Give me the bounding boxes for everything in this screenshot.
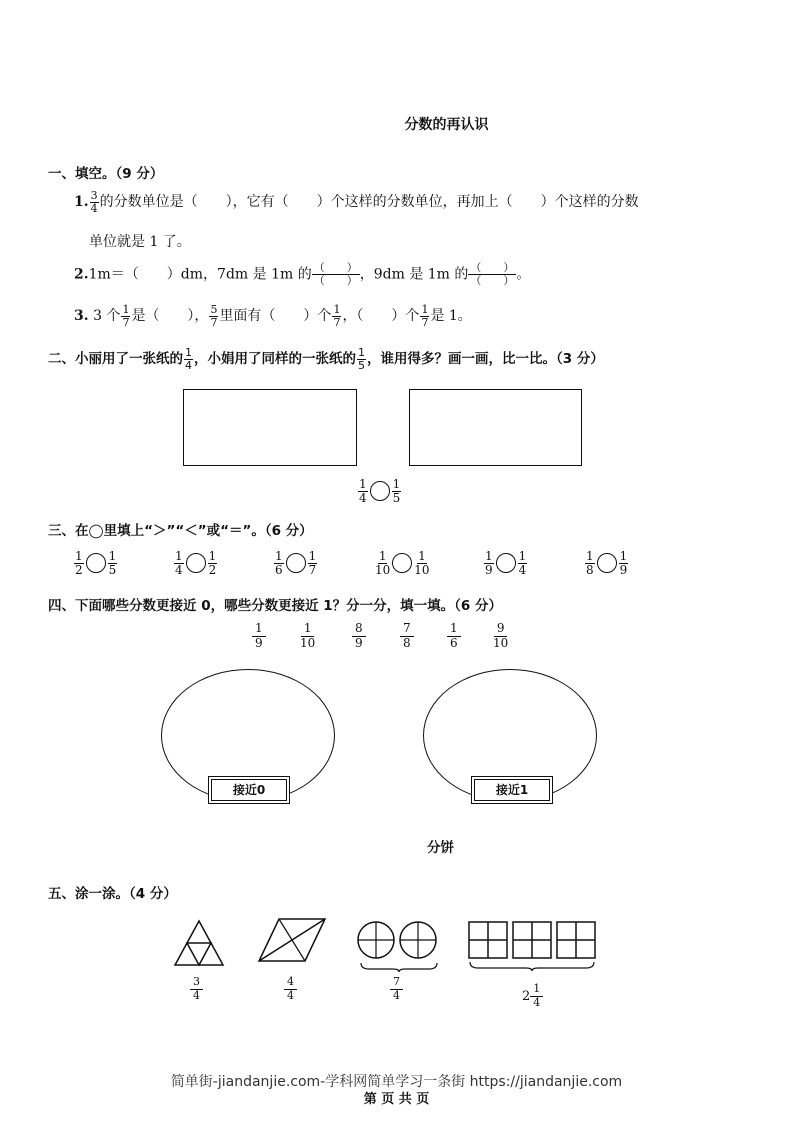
fraction-1-7: $\frac{1}{7}$ bbox=[333, 303, 341, 329]
compare-circle[interactable] bbox=[392, 553, 412, 573]
parallelogram-shape[interactable] bbox=[257, 917, 327, 963]
question-number: 3. bbox=[74, 308, 89, 325]
brace-icon bbox=[359, 961, 439, 973]
left-fraction: $\frac{1}{6}$ bbox=[275, 549, 283, 577]
fraction-item[interactable]: 9 10 bbox=[493, 621, 509, 650]
brace-icon bbox=[468, 960, 596, 972]
left-fraction: $\frac{1}{4}$ bbox=[175, 549, 183, 577]
page-title: 分数的再认识 bbox=[404, 117, 489, 133]
question-1-2: 2.1m＝（ ）dm，7dm 是 1m 的 （ ） （ ） ，9dm 是 1m 的 （ ） （ ） 。 bbox=[74, 261, 531, 288]
compare-circle[interactable] bbox=[286, 553, 306, 573]
right-fraction: $\frac{1}{7}$ bbox=[308, 549, 317, 577]
compare-item bbox=[273, 550, 318, 576]
question-number: 1. bbox=[74, 194, 89, 211]
compare-circle[interactable] bbox=[597, 553, 617, 573]
section-2-heading: 二、小丽用了一张纸的 $\frac{1}{4}$ ，小娟用了同样的一张纸的 $\frac{1}{5}$ ，谁用得多？画一画，比一比。（3 分） bbox=[48, 346, 604, 372]
compare-circle[interactable] bbox=[186, 553, 206, 573]
drawing-rectangle-right[interactable] bbox=[409, 389, 582, 466]
compare-1-4-1-5 bbox=[357, 478, 402, 504]
left-fraction: $\frac{1}{8}$ bbox=[586, 549, 594, 577]
fraction-item[interactable]: 1 10 bbox=[300, 621, 316, 650]
fraction-1-4: $\frac{1}{4}$ bbox=[359, 477, 367, 505]
compare-item bbox=[374, 550, 431, 576]
fraction-1-5: $\frac{1}{5}$ bbox=[392, 477, 401, 505]
compare-item bbox=[173, 550, 218, 576]
section-1-heading: 一、填空。（9 分） bbox=[48, 166, 164, 182]
question-1-1 bbox=[74, 190, 639, 214]
section-3-heading: 三、在◯里填上“＞”“＜”或“＝”。（6 分） bbox=[48, 523, 313, 539]
fraction-item[interactable]: 1 9 bbox=[252, 622, 266, 651]
fraction-item[interactable]: 8 9 bbox=[352, 622, 366, 651]
question-text: 的分数单位是（ ），它有（ ）个这样的分数单位，再加上（ ）个这样的分数 bbox=[99, 194, 639, 211]
compare-circle[interactable] bbox=[496, 553, 516, 573]
section-5-heading: 五、涂一涂。（4 分） bbox=[48, 886, 177, 902]
compare-item bbox=[483, 550, 528, 576]
right-fraction: $\frac{1}{2}$ bbox=[208, 549, 217, 577]
fraction-item[interactable]: 7 8 bbox=[400, 622, 414, 651]
label-fraction-3-4: 3 4 bbox=[190, 976, 203, 1002]
fraction-1-7: $\frac{1}{7}$ bbox=[421, 303, 429, 329]
left-fraction: $\frac{1}{2}$ bbox=[75, 549, 83, 577]
label-fraction-4-4: 4 4 bbox=[284, 976, 297, 1002]
fraction-item[interactable]: 1 6 bbox=[447, 622, 461, 651]
blank-fraction[interactable]: （ ） （ ） bbox=[313, 261, 358, 288]
blank-fraction[interactable]: （ ） （ ） bbox=[470, 261, 515, 288]
question-1-3: 3. 3 个 $\frac{1}{7}$ 是（ ）， $\frac{5}{7}$ 里面有（ ）个 $\frac{1}{7}$ ，（ ）个 $\frac{1}{7}$ 是 1。 bbox=[74, 303, 472, 329]
label-fraction-7-4: 7 4 bbox=[390, 976, 403, 1002]
two-circles-shape[interactable] bbox=[356, 920, 440, 964]
label-near-1: 接近1 bbox=[471, 776, 553, 804]
compare-circle[interactable] bbox=[370, 481, 390, 501]
pie-label: 分饼 bbox=[427, 840, 454, 856]
left-fraction: $\frac{1}{10}$ bbox=[375, 549, 391, 577]
question-1-1-cont: 单位就是 1 了。 bbox=[89, 234, 191, 250]
triangle-shape[interactable] bbox=[173, 919, 225, 967]
compare-item bbox=[73, 550, 118, 576]
left-fraction: $\frac{1}{9}$ bbox=[485, 549, 493, 577]
right-fraction: $\frac{1}{10}$ bbox=[414, 549, 430, 577]
three-squares-shape[interactable] bbox=[467, 920, 597, 962]
fraction-5-7: $\frac{5}{7}$ bbox=[210, 303, 218, 329]
fraction-1-4: $\frac{1}{4}$ bbox=[185, 346, 192, 372]
fraction-1-5: $\frac{1}{5}$ bbox=[358, 346, 365, 372]
footer-text: 简单街-jiandanjie.com-学科网简单学习一条街 https://jiandanjie.com bbox=[170, 1074, 623, 1090]
section-4-heading: 四、下面哪些分数更接近 0，哪些分数更接近 1？分一分，填一填。（6 分） bbox=[48, 598, 503, 614]
drawing-rectangle-left[interactable] bbox=[183, 389, 357, 466]
fraction-3-4: $\frac{3}{4}$ bbox=[90, 189, 98, 215]
right-fraction: $\frac{1}{4}$ bbox=[518, 549, 527, 577]
fraction-1-7: $\frac{1}{7}$ bbox=[122, 303, 130, 329]
right-fraction: $\frac{1}{9}$ bbox=[619, 549, 628, 577]
label-near-0: 接近0 bbox=[208, 776, 290, 804]
question-number: 2. bbox=[74, 266, 89, 283]
page-number: 第 页 共 页 bbox=[363, 1092, 430, 1107]
compare-item bbox=[584, 550, 629, 576]
compare-circle[interactable] bbox=[86, 553, 106, 573]
label-mixed-2-1-4: 2 1 4 bbox=[522, 983, 543, 1009]
right-fraction: $\frac{1}{5}$ bbox=[108, 549, 117, 577]
